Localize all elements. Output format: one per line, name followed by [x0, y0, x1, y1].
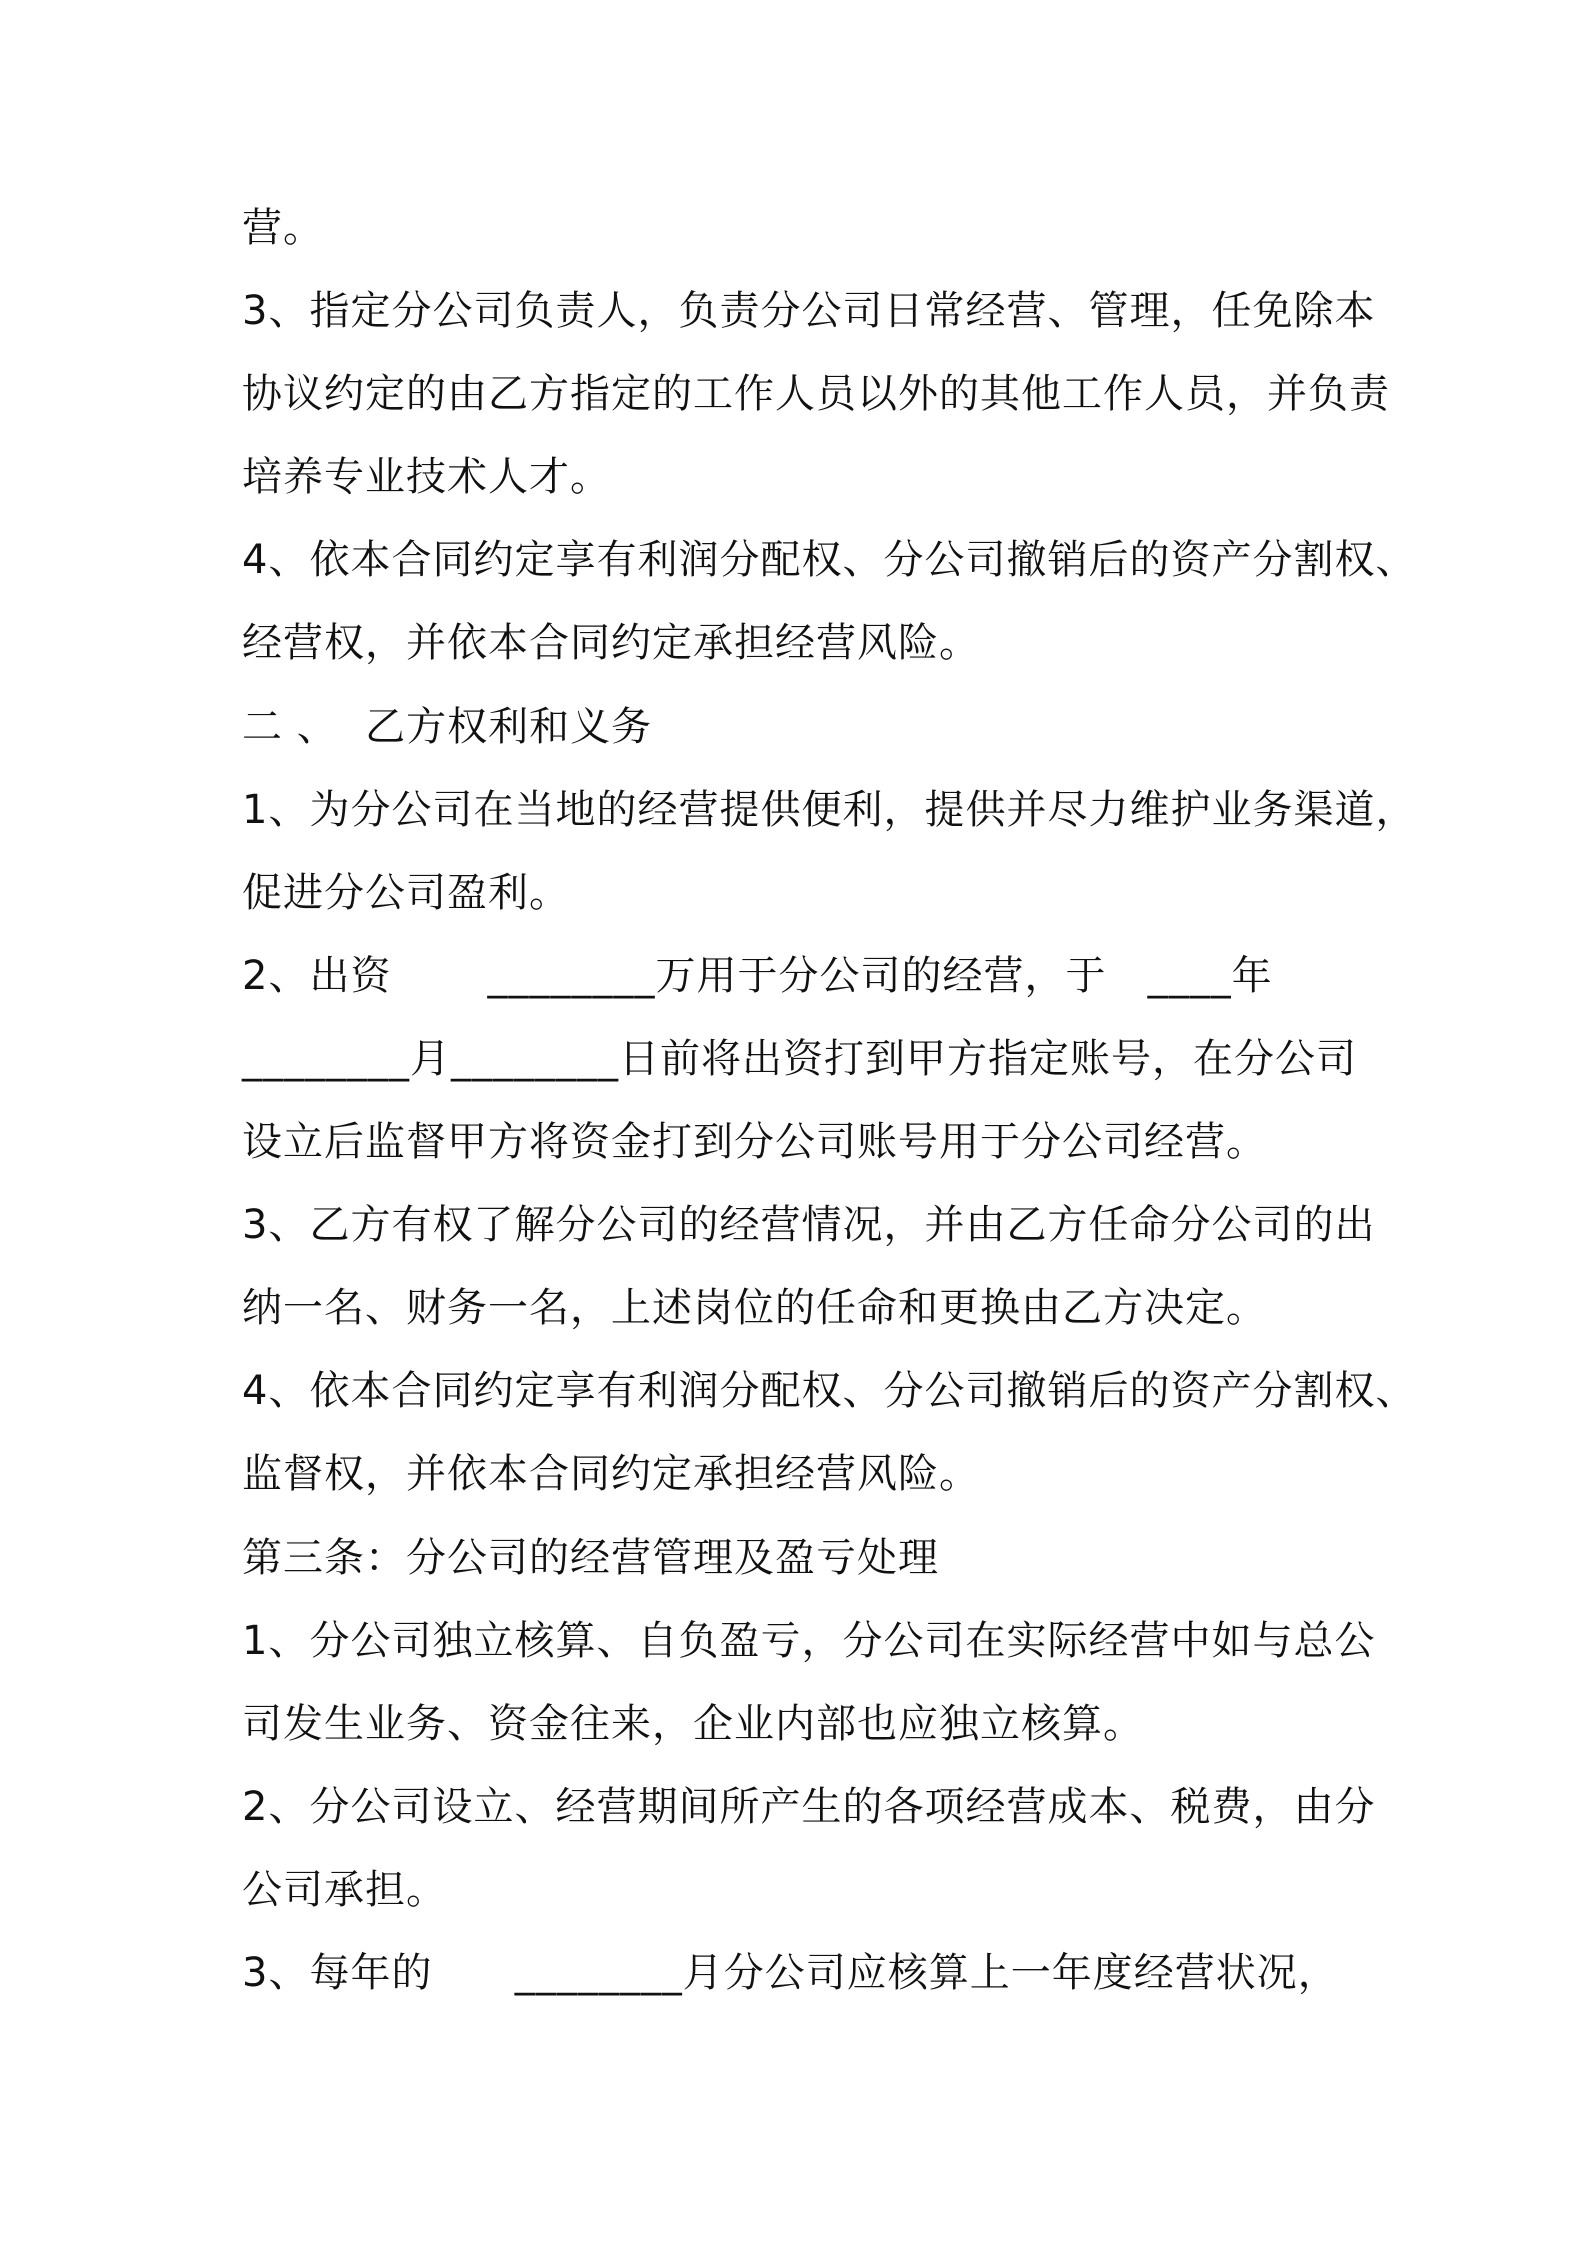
text-line: ________月________日前将出资打到甲方指定账号，在分公司 — [242, 1036, 1357, 1082]
text-line: 4、依本合同约定享有利润分配权、分公司撤销后的资产分割权、 — [242, 537, 1417, 583]
text-line: 培养专业技术人才。 — [242, 454, 611, 500]
section-heading: 第三条：分公司的经营管理及盈亏处理 — [242, 1535, 939, 1581]
text-line: 司发生业务、资金往来，企业内部也应独立核算。 — [242, 1701, 1144, 1747]
text-line: 1、分公司独立核算、自负盈亏，分公司在实际经营中如与总公 — [242, 1618, 1376, 1664]
text-line: 2、分公司设立、经营期间所产生的各项经营成本、税费，由分 — [242, 1784, 1376, 1830]
text-line: 1、为分公司在当地的经营提供便利，提供并尽力维护业务渠道， — [242, 787, 1417, 833]
text-line: 4、依本合同约定享有利润分配权、分公司撤销后的资产分割权、 — [242, 1368, 1417, 1414]
text-line: 设立后监督甲方将资金打到分公司账号用于分公司经营。 — [242, 1119, 1267, 1165]
text-line: 监督权，并依本合同约定承担经营风险。 — [242, 1451, 980, 1497]
text-line: 公司承担。 — [242, 1867, 447, 1913]
text-line: 营。 — [242, 205, 324, 251]
text-line: 经营权，并依本合同约定承担经营风险。 — [242, 620, 980, 666]
text-line: 协议约定的由乙方指定的工作人员以外的其他工作人员，并负责 — [242, 371, 1390, 417]
text-line: 3、乙方有权了解分公司的经营情况，并由乙方任命分公司的出 — [242, 1202, 1376, 1248]
section-heading: 二 、 乙方权利和义务 — [242, 704, 653, 750]
text-line: 促进分公司盈利。 — [242, 870, 570, 916]
text-line: 3、每年的 ________月分公司应核算上一年度经营状况， — [242, 1950, 1339, 1996]
text-line: 2、出资 ________万用于分公司的经营，于 ____年 — [242, 953, 1273, 999]
text-line: 3、指定分公司负责人，负责分公司日常经营、管理，任免除本 — [242, 288, 1376, 334]
text-line: 纳一名、财务一名，上述岗位的任命和更换由乙方决定。 — [242, 1285, 1267, 1331]
